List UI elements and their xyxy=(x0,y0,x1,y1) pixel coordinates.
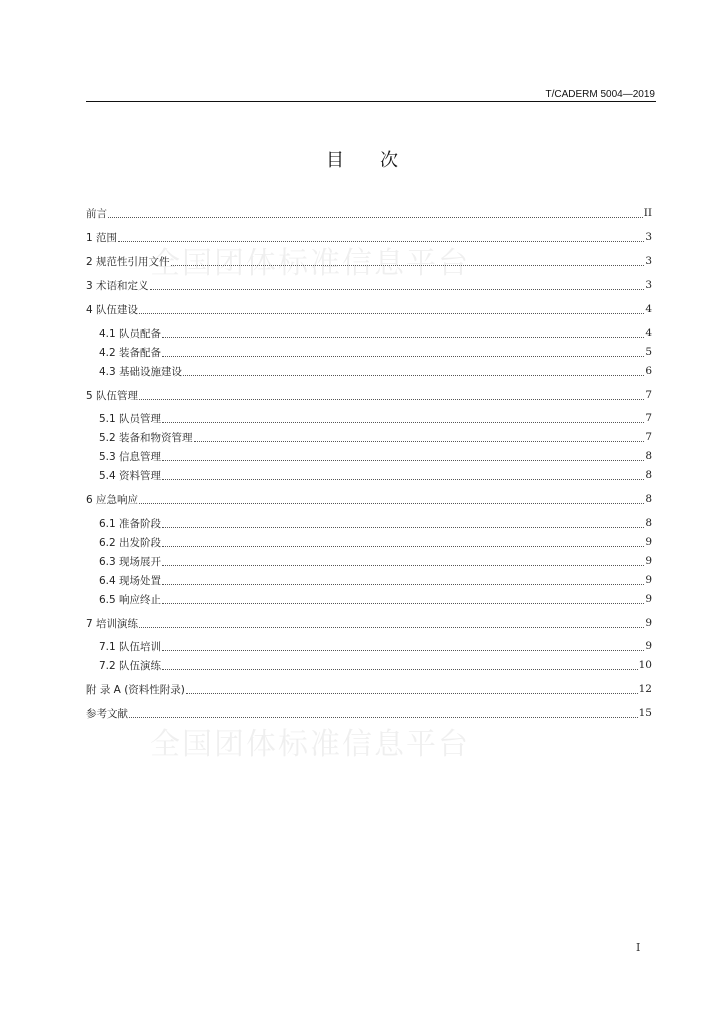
toc-entry-page: 3 xyxy=(645,279,652,291)
toc-leader-dots xyxy=(162,527,644,528)
toc-entry-label: 1 范围 xyxy=(86,231,118,244)
toc-leader-dots xyxy=(118,241,644,242)
toc-entry[interactable] xyxy=(99,467,652,483)
toc-leader-dots xyxy=(162,460,644,461)
toc-entry[interactable] xyxy=(86,387,652,403)
toc-entry-label: 参考文献 xyxy=(86,707,128,720)
toc-entry-page: 4 xyxy=(645,327,652,339)
toc-leader-dots xyxy=(108,217,643,218)
toc-entry-label: 前言 xyxy=(86,207,107,220)
toc-entry[interactable] xyxy=(99,410,652,426)
toc-entry-page: 10 xyxy=(638,659,652,671)
toc-entry[interactable] xyxy=(99,657,652,673)
toc-entry-label: 附 录 A (资料性附录) xyxy=(86,683,185,696)
toc-leader-dots xyxy=(139,399,644,400)
toc-leader-dots xyxy=(194,441,645,442)
toc-entry-page: 7 xyxy=(645,412,652,424)
page-title: 目次 xyxy=(326,150,434,171)
toc-entry-page: 4 xyxy=(645,303,652,315)
toc-entry[interactable] xyxy=(99,429,652,445)
toc-leader-dots xyxy=(162,546,644,547)
toc-entry[interactable] xyxy=(86,301,652,317)
toc-entry[interactable] xyxy=(86,491,652,507)
toc-entry-label: 4.3 基础设施建设 xyxy=(99,365,183,378)
toc-entry-label: 5.2 装备和物资管理 xyxy=(99,431,193,444)
toc-leader-dots xyxy=(162,565,644,566)
toc-leader-dots xyxy=(186,693,638,694)
watermark: 全国团体标准信息平台 xyxy=(150,727,470,762)
toc-entry[interactable] xyxy=(86,253,652,269)
toc-entry-label: 7 培训演练 xyxy=(86,617,139,630)
toc-entry-label: 6.5 响应终止 xyxy=(99,593,162,606)
toc-leader-dots xyxy=(139,627,644,628)
toc-entry[interactable] xyxy=(99,572,652,588)
toc-entry[interactable] xyxy=(99,534,652,550)
toc-leader-dots xyxy=(162,584,644,585)
toc-entry-page: 7 xyxy=(645,389,652,401)
toc-entry-label: 6.2 出发阶段 xyxy=(99,536,162,549)
toc-leader-dots xyxy=(162,603,644,604)
toc-leader-dots xyxy=(162,422,644,423)
toc-entry[interactable] xyxy=(99,638,652,654)
toc-entry-label: 4 队伍建设 xyxy=(86,303,139,316)
toc-entry-label: 2 规范性引用文件 xyxy=(86,255,170,268)
toc-leader-dots xyxy=(183,375,644,376)
toc-entry-page: 8 xyxy=(645,450,652,462)
toc-entry-label: 6.4 现场处置 xyxy=(99,574,162,587)
toc-entry[interactable] xyxy=(99,591,652,607)
toc-entry-page: 9 xyxy=(645,640,652,652)
toc-entry[interactable] xyxy=(86,205,652,221)
toc-entry-label: 4.1 队员配备 xyxy=(99,327,162,340)
toc-entry[interactable] xyxy=(99,344,652,360)
toc-entry-page: II xyxy=(643,207,652,219)
toc-entry-page: 5 xyxy=(645,346,652,358)
toc-entry-page: 8 xyxy=(645,493,652,505)
toc-entry-label: 5.1 队员管理 xyxy=(99,412,162,425)
document-code: T/CADERM 5004—2019 xyxy=(545,89,655,100)
toc-leader-dots xyxy=(162,650,644,651)
toc-entry[interactable] xyxy=(86,615,652,631)
toc-leader-dots xyxy=(162,669,638,670)
toc-entry[interactable] xyxy=(99,325,652,341)
toc-leader-dots xyxy=(171,265,645,266)
toc-leader-dots xyxy=(150,289,645,290)
toc-entry-page: 12 xyxy=(638,683,652,695)
toc-entry-page: 8 xyxy=(645,469,652,481)
toc-entry-page: 9 xyxy=(645,593,652,605)
toc-entry-page: 7 xyxy=(645,431,652,443)
toc-entry[interactable] xyxy=(86,277,652,293)
toc-entry-page: 9 xyxy=(645,617,652,629)
toc-entry-label: 7.1 队伍培训 xyxy=(99,640,162,653)
toc-leader-dots xyxy=(162,356,644,357)
toc-leader-dots xyxy=(129,717,638,718)
toc-entry[interactable] xyxy=(99,553,652,569)
toc-leader-dots xyxy=(139,503,644,504)
toc-entry-page: 9 xyxy=(645,574,652,586)
toc-entry[interactable] xyxy=(86,705,652,721)
toc-entry-label: 5.4 资料管理 xyxy=(99,469,162,482)
toc-leader-dots xyxy=(139,313,644,314)
toc-leader-dots xyxy=(162,337,644,338)
toc-entry-label: 3 术语和定义 xyxy=(86,279,149,292)
toc-entry-label: 7.2 队伍演练 xyxy=(99,659,162,672)
toc-entry-label: 6 应急响应 xyxy=(86,493,139,506)
toc-entry-label: 6.1 准备阶段 xyxy=(99,517,162,530)
toc-leader-dots xyxy=(162,479,644,480)
header-rule xyxy=(86,101,656,102)
toc-entry-page: 9 xyxy=(645,555,652,567)
toc-entry-page: 15 xyxy=(638,707,652,719)
toc-entry[interactable] xyxy=(86,229,652,245)
toc-entry-label: 5 队伍管理 xyxy=(86,389,139,402)
toc-entry-label: 6.3 现场展开 xyxy=(99,555,162,568)
toc-entry[interactable] xyxy=(99,448,652,464)
toc-entry-label: 4.2 装备配备 xyxy=(99,346,162,359)
toc-entry-page: 6 xyxy=(645,365,652,377)
page-number: I xyxy=(636,941,641,954)
toc-entry[interactable] xyxy=(99,363,652,379)
toc-entry-page: 3 xyxy=(645,231,652,243)
watermark: 全国团体标准信息平台 xyxy=(150,246,470,281)
toc-entry-label: 5.3 信息管理 xyxy=(99,450,162,463)
toc-entry-page: 9 xyxy=(645,536,652,548)
toc-entry[interactable] xyxy=(86,681,652,697)
toc-entry-page: 3 xyxy=(645,255,652,267)
toc-entry[interactable] xyxy=(99,515,652,531)
toc-entry-page: 8 xyxy=(645,517,652,529)
